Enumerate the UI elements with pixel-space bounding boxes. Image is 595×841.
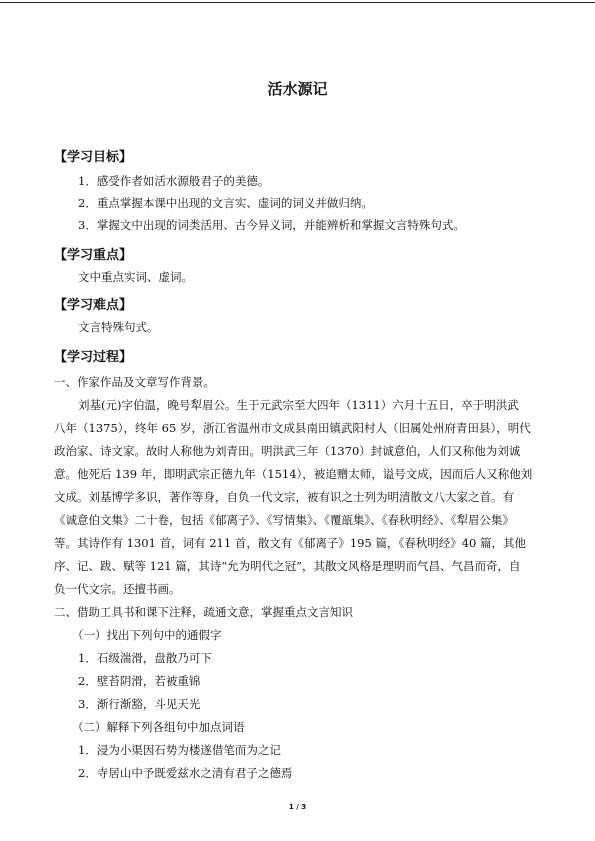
subsection-heading: （一）找出下列句中的通假字 bbox=[72, 628, 222, 642]
bio-line: 八年（1375），终年 65 岁，浙江省温州市文成县南田镇武阳村人（旧属处州府青田县），明代 bbox=[54, 421, 531, 435]
difficulty-text: 文言特殊句式。 bbox=[78, 320, 159, 334]
objective-item: 1．感受作者如活水源般君子的美德。 bbox=[78, 174, 270, 188]
exercise-item: 1．浸为小渠因石势为楼遂借笔而为之记 bbox=[78, 743, 281, 757]
objective-item: 2．重点掌握本课中出现的文言实、虚词的词义并做归纳。 bbox=[78, 196, 373, 210]
bio-line: 意。他死后 139 年，即明武宗正德九年（1514），被追赠太师，谥号文成，因而后人又称他刘 bbox=[54, 467, 533, 481]
page-title: 活水源记 bbox=[267, 80, 328, 98]
section-heading: 一、作家作品及文章写作背景。 bbox=[54, 375, 215, 389]
heading-process: 【学习过程】 bbox=[54, 350, 133, 365]
bio-line: 文成。刘基博学多识，著作等身，自负一代文宗，被有识之士列为明清散文八大家之首。有 bbox=[54, 490, 514, 504]
focus-text: 文中重点实词、虚词。 bbox=[78, 270, 193, 284]
heading-objectives: 【学习目标】 bbox=[54, 150, 133, 165]
exercise-item: 1．石级湍滑，盘散乃可下 bbox=[78, 651, 212, 665]
bio-line: 《诚意伯文集》二十卷，包括《郁离子》、《写情集》、《覆瓿集》、《春秋明经》、《犁眉公集》 bbox=[54, 513, 514, 527]
bio-line: 政治家、诗文家。故时人称他为刘青田。明洪武三年（1370）封诚意伯，人们又称他为刘诚 bbox=[54, 444, 521, 458]
exercise-item: 3．渐行渐豁，斗见天光 bbox=[78, 697, 201, 711]
page-number: 1 / 3 bbox=[288, 803, 307, 811]
exercise-item: 2．壁苔阴滑，若被重锦 bbox=[78, 674, 201, 688]
objective-item: 3．掌握文中出现的词类活用、古今异义词，并能辨析和掌握文言特殊句式。 bbox=[78, 218, 465, 232]
bio-line: 刘基(元)字伯温，晚号犁眉公。生于元武宗至大四年（1311）六月十五日，卒于明洪武 bbox=[78, 398, 519, 412]
section-heading: 二、借助工具书和课下注释，疏通文意，掌握重点文言知识 bbox=[54, 605, 353, 619]
heading-difficulty: 【学习难点】 bbox=[54, 298, 133, 313]
bio-line: 序、记、跋、赋等 121 篇，其诗“允为明代之冠”，其散文风格是理明而气昌、气昌而奇，自 bbox=[54, 559, 521, 573]
exercise-item: 2．寺居山中予既爱兹水之清有君子之德焉 bbox=[78, 766, 293, 780]
bio-line: 负一代文宗。还擅书画。 bbox=[54, 582, 181, 596]
heading-focus: 【学习重点】 bbox=[54, 248, 133, 263]
subsection-heading: （二）解释下列各组句中加点词语 bbox=[72, 720, 245, 734]
header-rule bbox=[0, 2, 595, 3]
bio-line: 等。其诗作有 1301 首，词有 211 首，散文有《郁离子》195 篇，《春秋明经》40 篇，其他 bbox=[54, 536, 526, 550]
